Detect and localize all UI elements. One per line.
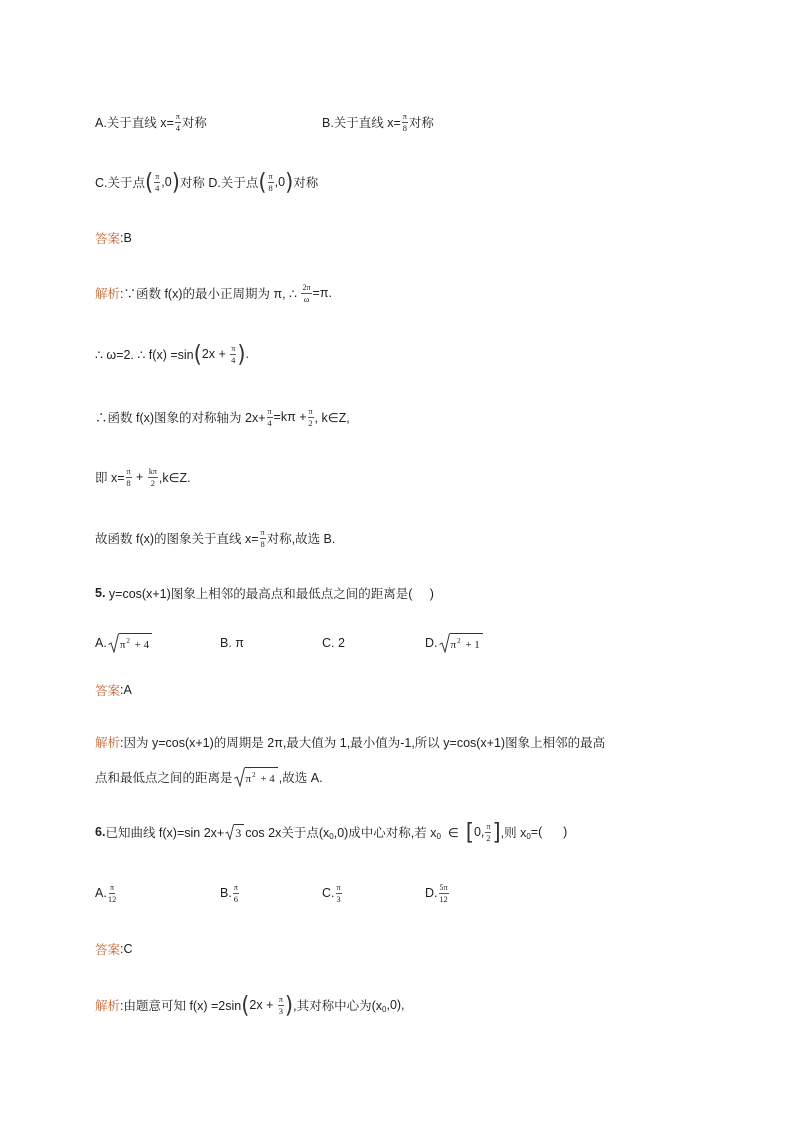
answer-value: :A <box>120 683 132 697</box>
fraction-numerator: π <box>278 994 283 1004</box>
fraction-numerator: π <box>336 882 341 892</box>
fraction-numerator: π <box>308 406 313 416</box>
q4-analysis-line-3 <box>95 404 350 430</box>
q5-analysis-line-2 <box>95 764 323 790</box>
q5-option-a <box>95 630 153 656</box>
radicand <box>245 767 278 787</box>
analysis-text-mid: + <box>132 470 147 484</box>
fraction-denominator: 3 <box>278 1005 284 1016</box>
fraction <box>268 172 274 193</box>
subscript: 0 <box>436 831 441 841</box>
q6-analysis-line-1 <box>95 992 405 1018</box>
point-coordinate: ,0 <box>274 175 286 189</box>
fraction-denominator: 8 <box>260 538 265 549</box>
question-number: 6. <box>95 825 106 839</box>
radicand <box>119 633 152 653</box>
fraction-numerator: π <box>260 527 265 537</box>
question-text-tail: =( ) <box>530 825 568 839</box>
analysis-label: 解析 <box>95 736 121 750</box>
analysis-text-tail: =π. <box>312 286 332 300</box>
fraction <box>148 467 158 488</box>
left-paren: ( <box>258 168 267 196</box>
option-c-tail: 对称 <box>179 176 209 190</box>
answer-value: :B <box>120 231 132 245</box>
fraction <box>108 883 117 904</box>
option-label: D. <box>425 886 438 900</box>
analysis-text-tail: 对称,故选 B. <box>266 532 336 546</box>
fraction-denominator: 8 <box>268 182 273 193</box>
right-paren: ) <box>285 168 294 196</box>
fraction-numerator: π <box>233 882 238 892</box>
radicand-rest: + 4 <box>257 772 275 785</box>
option-text: B.关于直线 x= <box>322 116 401 130</box>
fraction <box>175 112 181 133</box>
fraction <box>267 407 273 428</box>
option-text: A.关于直线 x= <box>95 116 174 130</box>
option-text-tail: 对称 <box>408 116 434 130</box>
fraction-numerator: π <box>402 111 407 121</box>
square-root <box>108 633 152 653</box>
fraction <box>485 822 491 843</box>
subscript: 0 <box>382 1004 387 1014</box>
fraction-denominator: 6 <box>233 893 238 904</box>
fraction-denominator: 4 <box>231 354 236 365</box>
fraction-numerator: π <box>175 111 180 121</box>
radical-stroke <box>439 634 449 653</box>
answer-label: 答案 <box>95 232 121 246</box>
option-d-text: D.关于点 <box>208 176 259 190</box>
radicand <box>450 633 483 653</box>
fraction-denominator: 8 <box>402 122 407 133</box>
exponent: 2 <box>126 636 130 645</box>
fraction <box>260 528 266 549</box>
fraction <box>126 467 132 488</box>
question-text: 已知曲线 f(x)=sin 2x+ <box>105 826 225 840</box>
fraction-denominator: ω <box>303 293 310 304</box>
q6-answer <box>95 936 133 962</box>
square-root <box>439 633 483 653</box>
square-root <box>234 767 278 787</box>
q4-option-a <box>95 109 207 135</box>
fraction <box>154 172 160 193</box>
fraction-numerator: π <box>486 821 491 831</box>
fraction-denominator: 4 <box>155 182 160 193</box>
question-text: ∈ <box>440 825 466 840</box>
fraction-denominator: 3 <box>336 893 341 904</box>
fraction <box>402 112 408 133</box>
q5-analysis-line-1 <box>95 729 605 755</box>
q4-options-c-d <box>95 169 318 195</box>
radicand-base: π <box>450 638 457 651</box>
radicand-rest: + 1 <box>462 638 480 651</box>
option-label: D. <box>425 636 438 650</box>
radical-sign <box>234 767 245 787</box>
fraction <box>308 407 314 428</box>
analysis-text: :由题意可知 f(x) =2sin <box>120 999 242 1013</box>
analysis-text: :因为 y=cos(x+1)的周期是 2π,最大值为 1,最小值为-1,所以 y=cos(x+1)图象上相邻的最高 <box>120 736 606 750</box>
q5-option-c <box>322 630 345 656</box>
option-text-tail: 对称 <box>181 116 207 130</box>
fraction-numerator: π <box>231 343 236 353</box>
paren-inner: 2x + <box>249 998 277 1012</box>
analysis-text: 即 x= <box>95 471 125 485</box>
fraction-denominator: 4 <box>175 122 180 133</box>
subscript: 0 <box>329 831 334 841</box>
fraction <box>233 883 239 904</box>
left-paren: ( <box>193 340 202 368</box>
exponent: 2 <box>252 770 256 779</box>
fraction <box>301 283 311 304</box>
fraction-numerator: π <box>126 466 131 476</box>
analysis-text-tail: ,k∈Z. <box>158 470 191 485</box>
q5-stem <box>95 580 434 606</box>
fraction <box>278 995 284 1016</box>
option-c-text: C.关于点 <box>95 176 146 190</box>
fraction-numerator: π <box>268 171 273 181</box>
q6-option-d <box>425 880 450 906</box>
paren-inner: 2x + <box>201 347 230 361</box>
answer-label: 答案 <box>95 684 121 698</box>
square-root <box>225 824 244 840</box>
fraction-numerator: π <box>110 882 115 892</box>
q6-option-c <box>322 880 343 906</box>
q6-option-a <box>95 880 117 906</box>
question-text: cos 2x关于点(x <box>245 826 330 840</box>
radical-stroke <box>226 824 234 839</box>
option-d-tail: 对称 <box>293 176 319 190</box>
fraction <box>336 883 342 904</box>
analysis-label: 解析 <box>95 999 121 1013</box>
fraction-denominator: 2 <box>308 417 313 428</box>
analysis-text-mid: =kπ + <box>273 410 307 424</box>
right-bracket: ] <box>492 818 501 846</box>
fraction <box>439 883 449 904</box>
radical-sign <box>108 633 119 653</box>
question-text: ,0)成中心对称,若 x <box>333 826 437 840</box>
radical-sign <box>225 824 234 840</box>
q4-analysis-line-1 <box>95 280 332 306</box>
left-bracket: [ <box>465 818 474 846</box>
q6-stem <box>95 819 567 845</box>
radical-stroke <box>108 634 118 653</box>
option-label: B. π <box>220 636 244 650</box>
analysis-label: 解析 <box>95 287 121 301</box>
q6-option-b <box>220 880 240 906</box>
question-text: ,则 x <box>500 826 527 840</box>
radicand-base: π <box>119 638 126 651</box>
analysis-text-tail: ,0), <box>386 998 405 1012</box>
fraction-numerator: kπ <box>148 466 157 476</box>
question-number: 5. <box>95 586 106 600</box>
answer-label: 答案 <box>95 943 121 957</box>
radicand-rest: + 4 <box>131 638 150 651</box>
right-paren: ) <box>171 168 180 196</box>
q4-answer <box>95 225 132 251</box>
right-paren: ) <box>237 340 246 368</box>
exponent: 2 <box>457 636 461 645</box>
analysis-text-mid: ,其对称中心为(x <box>293 999 383 1013</box>
option-label: C. 2 <box>322 636 345 650</box>
q4-analysis-line-2 <box>95 341 249 367</box>
left-paren: ( <box>145 168 154 196</box>
analysis-text: ∴函数 f(x)图象的对称轴为 2x+ <box>95 411 266 425</box>
q4-analysis-line-5 <box>95 525 335 551</box>
analysis-text: ∴ ω=2. ∴ f(x) =sin <box>95 347 194 362</box>
radicand <box>234 824 244 840</box>
radicand-base: π <box>245 772 252 785</box>
point-coordinate: ,0 <box>161 175 172 189</box>
option-label: C. <box>322 886 335 900</box>
analysis-text-tail: , k∈Z, <box>314 410 350 425</box>
fraction-numerator: 2π <box>302 282 311 292</box>
analysis-text-tail: . <box>245 347 249 361</box>
radical-sign <box>439 633 450 653</box>
subscript: 0 <box>526 831 531 841</box>
right-paren: ) <box>284 991 294 1019</box>
q5-option-b <box>220 630 244 656</box>
fraction-denominator: 4 <box>267 417 272 428</box>
analysis-text: 故函数 f(x)的图象关于直线 x= <box>95 532 259 546</box>
left-paren: ( <box>241 991 250 1019</box>
q4-option-b <box>322 109 434 135</box>
radical-stroke <box>234 768 244 787</box>
fraction-numerator: 5π <box>439 882 448 892</box>
fraction-denominator: 12 <box>107 893 117 904</box>
analysis-text: 点和最低点之间的距离是 <box>95 771 233 785</box>
answer-value: :C <box>120 942 133 956</box>
option-label: A. <box>95 636 107 650</box>
radicand-base: 3 <box>235 825 242 840</box>
q5-answer <box>95 677 132 703</box>
option-label: B. <box>220 886 232 900</box>
analysis-text-tail: ,故选 A. <box>278 771 323 785</box>
fraction-denominator: 8 <box>126 477 131 488</box>
fraction-denominator: 2 <box>486 832 491 843</box>
q5-option-d <box>425 630 484 656</box>
fraction-denominator: 12 <box>439 893 448 904</box>
option-label: A. <box>95 886 107 900</box>
fraction-numerator: π <box>267 406 272 416</box>
fraction-numerator: π <box>155 171 160 181</box>
q4-analysis-line-4 <box>95 464 191 490</box>
interval-start: 0, <box>473 825 485 839</box>
fraction <box>230 344 236 365</box>
question-text: y=cos(x+1)图象上相邻的最高点和最低点之间的距离是( ) <box>105 587 434 601</box>
fraction-denominator: 2 <box>150 477 155 488</box>
analysis-text: :∵函数 f(x)的最小正周期为 π, ∴ <box>120 287 301 301</box>
